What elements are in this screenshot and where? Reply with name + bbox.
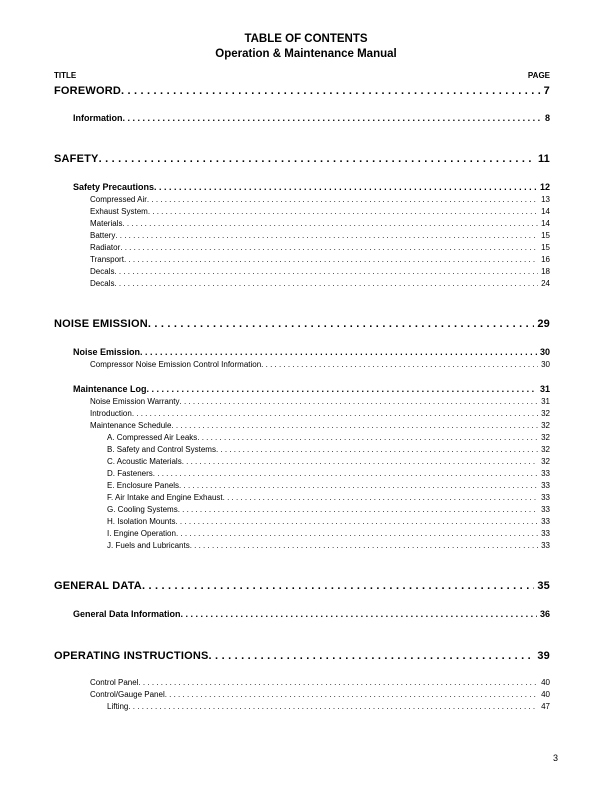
toc-entry-compressed-air-leaks[interactable]: A. Compressed Air Leaks . . . 32	[107, 433, 550, 442]
toc-entry-engine-operation[interactable]: I. Engine Operation . . . 33	[107, 529, 550, 538]
toc-entry-foreword[interactable]: FOREWORD . . . 7	[54, 85, 550, 97]
toc-entry-fuels-lubricants[interactable]: J. Fuels and Lubricants . . . 33	[107, 541, 550, 550]
column-header-page: PAGE	[527, 71, 550, 80]
toc-entry-exhaust-system[interactable]: Exhaust System . . . 14	[90, 207, 550, 216]
page-title: TABLE OF CONTENTS	[244, 33, 368, 45]
toc-entry-lifting[interactable]: Lifting . . . 47	[107, 702, 550, 711]
toc-entry-isolation-mounts[interactable]: H. Isolation Mounts . . . 33	[107, 517, 550, 526]
toc-entry-safety-control-systems[interactable]: B. Safety and Control Systems . . . 32	[107, 445, 550, 454]
toc-entry-maintenance-log[interactable]: Maintenance Log . . . 31	[73, 384, 550, 394]
toc-entry-materials[interactable]: Materials . . . 14	[90, 219, 550, 228]
toc-entry-acoustic-materials[interactable]: C. Acoustic Materials . . . 32	[107, 457, 550, 466]
toc-entry-battery[interactable]: Battery . . . 15	[90, 231, 550, 240]
toc-entry-transport[interactable]: Transport . . . 16	[90, 255, 550, 264]
toc-entry-maintenance-schedule[interactable]: Maintenance Schedule . . . 32	[90, 421, 550, 430]
page-number: 3	[552, 753, 558, 763]
toc-entry-cooling-systems[interactable]: G. Cooling Systems . . . 33	[107, 505, 550, 514]
toc-entry-compressor-noise-emission-control[interactable]: Compressor Noise Emission Control Information . . . 30	[90, 360, 550, 369]
toc-entry-compressed-air[interactable]: Compressed Air . . . 13	[90, 195, 550, 204]
toc-entry-air-intake-engine-exhaust[interactable]: F. Air Intake and Engine Exhaust . . . 33	[107, 493, 550, 502]
column-header-title: TITLE	[54, 71, 77, 80]
toc-entry-radiator[interactable]: Radiator . . . 15	[90, 243, 550, 252]
toc-entry-noise-emission[interactable]: Noise Emission . . . 30	[73, 347, 550, 357]
toc-entry-general-data-information[interactable]: General Data Information . . . 36	[73, 609, 550, 619]
toc-entry-fasteners[interactable]: D. Fasteners . . . 33	[107, 469, 550, 478]
toc-entry-decals-2[interactable]: Decals . . . 24	[90, 279, 550, 288]
toc-entry-safety[interactable]: SAFETY . . . 11	[54, 153, 550, 165]
toc-entry-information[interactable]: Information . . . 8	[73, 113, 550, 123]
toc-entry-general-data[interactable]: GENERAL DATA . . . 35	[54, 580, 550, 592]
toc-entry-control-gauge-panel[interactable]: Control/Gauge Panel . . . 40	[90, 690, 550, 699]
toc-entry-noise-emission-warranty[interactable]: Noise Emission Warranty . . . 31	[90, 397, 550, 406]
toc-entry-enclosure-panels[interactable]: E. Enclosure Panels . . . 33	[107, 481, 550, 490]
toc-entry-control-panel[interactable]: Control Panel . . . 40	[90, 678, 550, 687]
toc-entry-introduction[interactable]: Introduction . . . 32	[90, 409, 550, 418]
toc-entry-operating-instructions[interactable]: OPERATING INSTRUCTIONS . . . 39	[54, 650, 550, 662]
toc-entry-safety-precautions[interactable]: Safety Precautions . . . 12	[73, 182, 550, 192]
toc-entry-decals[interactable]: Decals . . . 18	[90, 267, 550, 276]
toc-entry-noise-emission-section[interactable]: NOISE EMISSION . . . 29	[54, 318, 550, 330]
page-subtitle: Operation & Maintenance Manual	[215, 48, 397, 60]
